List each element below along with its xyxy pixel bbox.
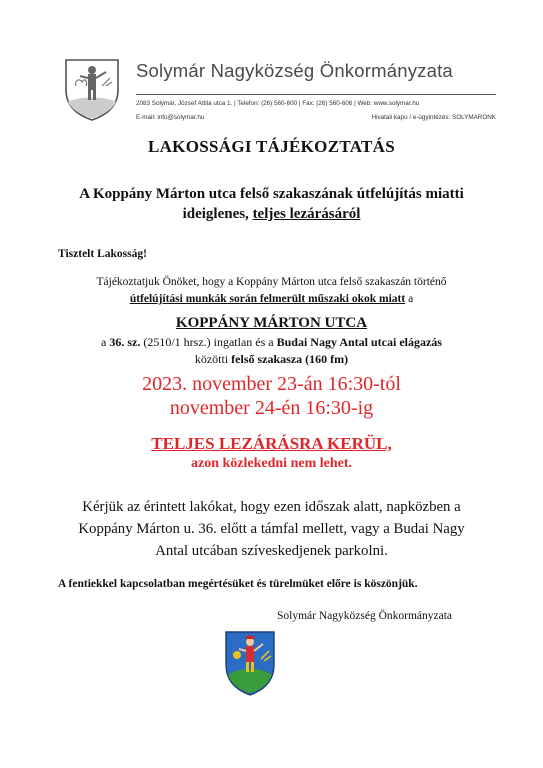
contact-email: E-mail: info@solymar.hu [136, 114, 205, 121]
section-paragraph [0, 334, 543, 368]
salutation: Tisztelt Lakosság! [58, 248, 147, 260]
lot-number: (2510/1 hrsz.) ingatlan és a [140, 335, 277, 349]
closure-start-date: 2023. november 23-án 16:30-tól [142, 373, 401, 395]
coat-of-arms-color-icon [223, 629, 277, 697]
subject-heading [0, 184, 543, 224]
parking-request-paragraph [0, 496, 543, 562]
document-title: LAKOSSÁGI TÁJÉKOZTATÁS [147, 137, 396, 156]
intro-line-1: Tájékoztatjuk Önöket, hogy a Koppány Márton utca felső szakaszán történő [96, 276, 447, 288]
contact-address-line: 2083 Solymár, József Attila utca 1. | Telefon: (26) 560-600 | Fax: (26) 560-606 | Web: www.solymar.hu [136, 100, 420, 107]
subject-line-1: A Koppány Márton utca felső szakaszának útfelújítás miatti [79, 186, 464, 202]
subject-line-2 [0, 204, 543, 224]
intro-paragraph [0, 274, 543, 308]
intro-line-2-tail: a [405, 293, 414, 305]
request-line-2: Koppány Márton u. 36. előtt a támfal mellett, vagy a Budai Nagy [78, 521, 465, 537]
section-between: közötti [194, 352, 232, 366]
header-divider [136, 94, 496, 95]
organization-name: Solymár Nagyközség Önkormányzata [136, 60, 453, 81]
intro-reason: útfelújítási munkák során felmerült műszaki okok miatt [129, 293, 406, 305]
request-line-1: Kérjük az érintett lakókat, hogy ezen időszak alatt, napközben a [82, 499, 461, 515]
full-closure-notice: TELJES LEZÁRÁSRA KERÜL, [151, 434, 392, 453]
street-heading: KOPPÁNY MÁRTON UTCA [175, 315, 368, 331]
subject-line-2-text: ideiglenes, [182, 206, 253, 222]
section-line-1 [0, 334, 543, 351]
signature: Solymár Nagyközség Önkormányzata [277, 610, 453, 622]
section-line-2 [0, 351, 543, 368]
segment-length: felső szakasza (160 fm) [231, 352, 349, 366]
thanks-note: A fentiekkel kapcsolatban megértésüket és türelmüket előre is köszönjük. [58, 578, 418, 590]
request-line-3: Antal utcában szíveskedjenek parkolni. [155, 543, 388, 559]
intro-line-2 [0, 291, 543, 308]
section-article: a [101, 335, 110, 349]
contact-second-line [136, 114, 496, 121]
no-access-notice: azon közlekedni nem lehet. [191, 456, 352, 471]
coat-of-arms-icon [62, 56, 122, 122]
subject-line-2-underlined: teljes lezárásáról [252, 206, 361, 222]
closure-end-date: november 24-én 16:30-ig [169, 397, 374, 419]
house-number: 36. sz. [109, 335, 141, 349]
contact-office-gateway: Hivatali kapu / e-ügyintézés: SOLYMARONK [371, 114, 496, 121]
junction-name: Budai Nagy Antal utcai elágazás [276, 335, 442, 349]
